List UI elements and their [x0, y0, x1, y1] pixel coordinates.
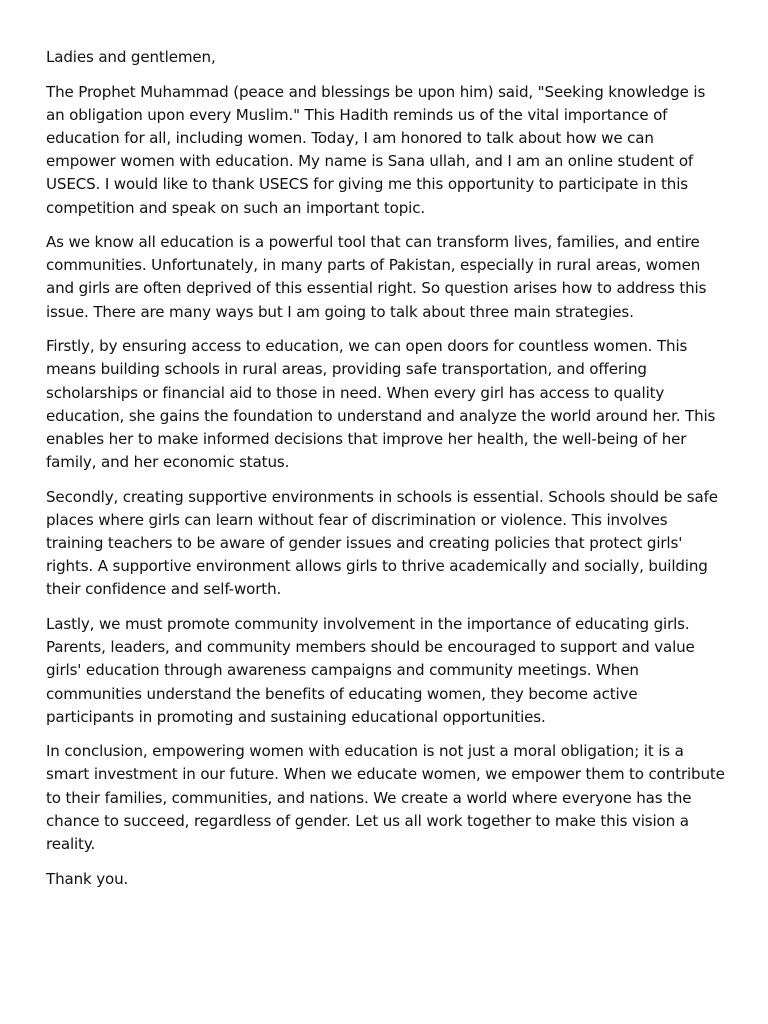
- paragraph-introduction: The Prophet Muhammad (peace and blessings be upon him) said, "Seeking knowledge is an obligation upon every Muslim." This Hadith reminds us of the vital importance of education for all, including women. Today, I am honored to talk about how we can empower women with education. My name is Sana ullah, and I am an online student of USECS. I would like to thank USECS for giving me this opportunity to participate in this competition and speak on such an important topic.: [46, 82, 706, 217]
- salutation: Ladies and gentlemen,: [46, 48, 216, 66]
- paragraph-community-involvement: Lastly, we must promote community involvement in the importance of educating girls. Parents, leaders, and community members should be encouraged to support and value girls' education through awareness campaigns and community meetings. When communities understand the benefits of educating women, they become active participants in promoting and sustaining educational opportunities.: [46, 614, 695, 726]
- closing: Thank you.: [46, 869, 129, 888]
- speech-document: [46, 46, 726, 902]
- paragraph-conclusion: In conclusion, empowering women with education is not just a moral obligation; it is a smart investment in our future. When we educate women, we empower them to contribute to their families, communities, and nations. We create a world where everyone has the chance to succeed, regardless of gender. Let us all work together to make this vision a reality.: [46, 742, 725, 854]
- paragraph-context: As we know all education is a powerful tool that can transform lives, families, and entire communities. Unfortunately, in many parts of Pakistan, especially in rural areas, women and girls are often deprived of this essential right. So question arises how to address this issue. There are many ways but I am going to talk about three main strategies.: [46, 233, 707, 321]
- paragraph-supportive-environments: Secondly, creating supportive environments in schools is essential. Schools should be safe places where girls can learn without fear of discrimination or violence. This involves training teachers to be aware of gender issues and creating policies that protect girls' rights. A supportive environment allows girls to thrive academically and socially, building their confidence and self-worth.: [46, 487, 718, 599]
- paragraph-access-to-education: Firstly, by ensuring access to education, we can open doors for countless women. This means building schools in rural areas, providing safe transportation, and offering scholarships or financial aid to those in need. When every girl has access to quality education, she gains the foundation to understand and analyze the world around her. This enables her to make informed decisions that improve her health, the well-being of her family, and her economic status.: [46, 337, 716, 472]
